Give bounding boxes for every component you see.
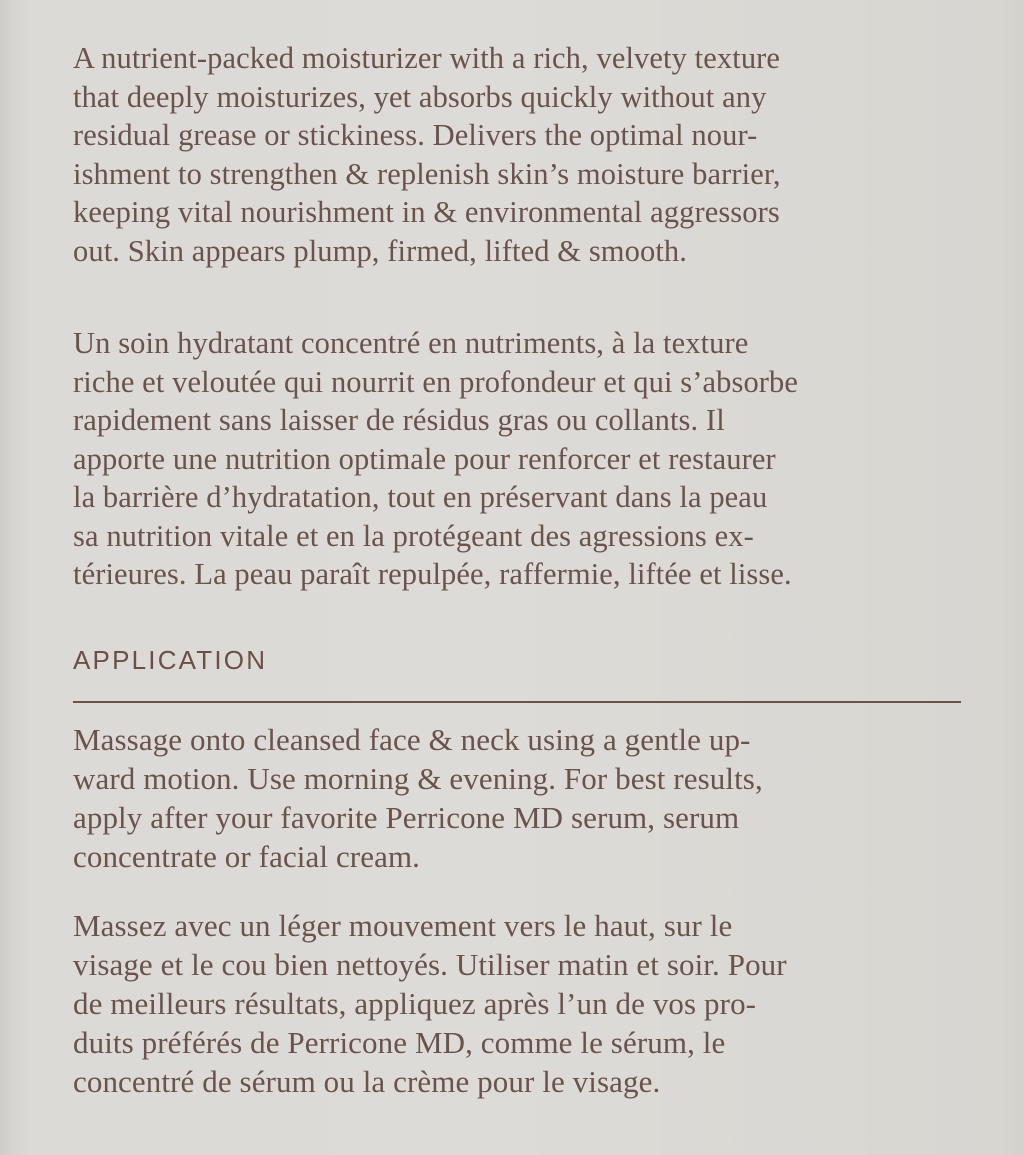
- heading-divider: [73, 701, 961, 703]
- text-line: apply after your favorite Perricone MD serum, serum: [73, 800, 740, 835]
- description-french: [73, 324, 963, 594]
- text-line: residual grease or stickiness. Delivers the optimal nour-: [73, 118, 758, 152]
- text-line: sa nutrition vitale et en la protégeant des agressions ex-: [73, 518, 754, 553]
- text-line: that deeply moisturizes, yet absorbs quickly without any: [73, 79, 767, 114]
- application-english: [73, 720, 963, 876]
- text-line: apporte une nutrition optimale pour renforcer et restaurer: [73, 441, 776, 476]
- package-edge: [0, 0, 14, 1155]
- text-line: Massage onto cleansed face & neck using a gentle up-: [73, 722, 751, 757]
- text-line: A nutrient-packed moisturizer with a rich, velvety texture: [73, 41, 781, 75]
- application-french: [73, 906, 963, 1101]
- text-line: Un soin hydratant concentré en nutriments, à la texture: [73, 326, 749, 360]
- text-line: riche et veloutée qui nourrit en profondeur et qui s’absorbe: [73, 364, 799, 399]
- text-line: ward motion. Use morning & evening. For best results,: [73, 761, 763, 796]
- text-line: concentré de sérum ou la crème pour le visage.: [73, 1064, 661, 1099]
- text-line: la barrière d’hydratation, tout en préservant dans la peau: [73, 480, 768, 514]
- description-english: [73, 39, 963, 270]
- text-line: keeping vital nourishment in & environmental aggressors: [73, 195, 780, 229]
- text-line: térieures. La peau paraît repulpée, raffermie, liftée et lisse.: [73, 557, 792, 591]
- text-line: Massez avec un léger mouvement vers le haut, sur le: [73, 908, 733, 943]
- application-heading: APPLICATION: [73, 645, 268, 675]
- text-line: de meilleurs résultats, appliquez après l’un de vos pro-: [73, 986, 757, 1021]
- text-line: visage et le cou bien nettoyés. Utiliser matin et soir. Pour: [73, 947, 787, 982]
- text-line: out. Skin appears plump, firmed, lifted & smooth.: [73, 233, 687, 268]
- text-line: duits préférés de Perricone MD, comme le sérum, le: [73, 1025, 726, 1060]
- text-line: concentrate or facial cream.: [73, 839, 421, 874]
- text-line: rapidement sans laisser de résidus gras ou collants. Il: [73, 403, 725, 437]
- text-line: ishment to strengthen & replenish skin’s moisture barrier,: [73, 156, 781, 191]
